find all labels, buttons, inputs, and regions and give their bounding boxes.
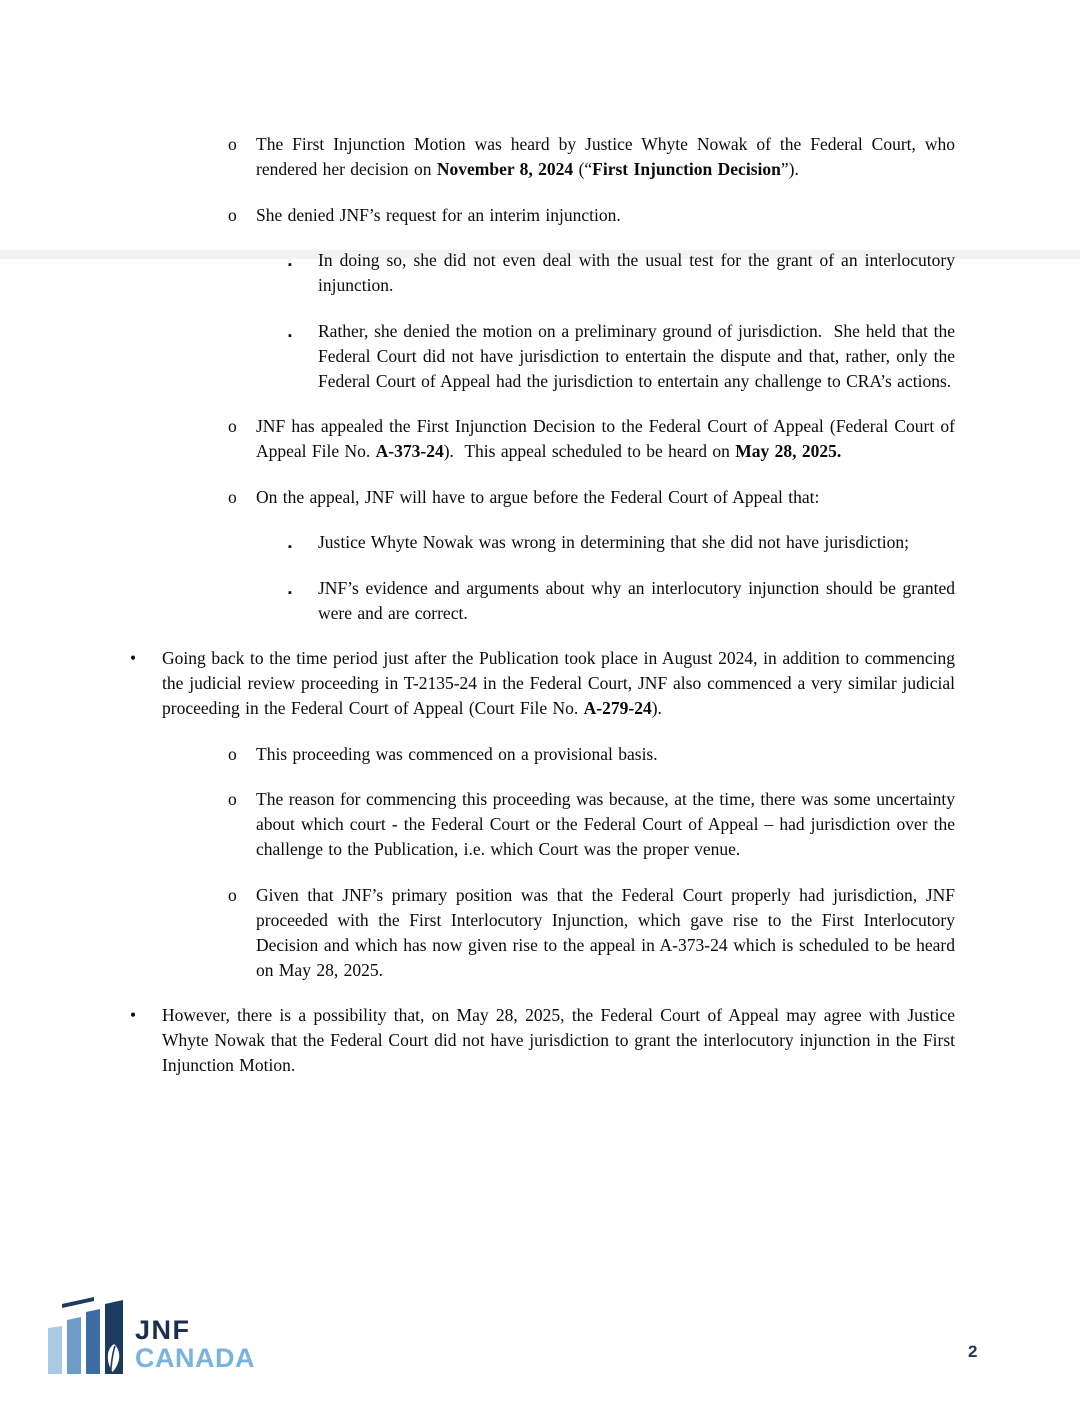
paragraph	[228, 742, 955, 767]
paragraph	[228, 132, 955, 182]
text-run: Rather, she denied the motion on a preliminary ground of jurisdiction. She held that the Federal Court did not have jurisdiction to entertain the dispute and that, rather, only the Federal Court of Appeal had the jurisdiction to entertain any challenge to CRA’s actions.	[318, 320, 955, 391]
bullet-marker: o	[228, 743, 237, 764]
text-run: ). This appeal scheduled to be heard on	[443, 441, 736, 461]
text-run: ).	[651, 698, 662, 718]
text-run: This proceeding was commenced on a provisional basis.	[256, 743, 658, 764]
bullet-marker: o	[228, 789, 237, 809]
page-number: 2	[968, 1342, 978, 1361]
text-run: In doing so, she did not even deal with the usual test for the grant of an interlocutory injunction.	[318, 250, 955, 295]
paragraph	[228, 883, 955, 983]
bullet-marker: ▪	[288, 259, 292, 271]
paragraph	[130, 646, 955, 721]
bullet-marker: •	[130, 1005, 137, 1025]
bold-text-run: May 28, 2025.	[735, 441, 842, 461]
bullet-marker: o	[228, 204, 237, 225]
logo-text-jnf: JNF	[135, 1315, 191, 1345]
text-run: JNF’s evidence and arguments about why an interlocutory injunction should be granted were and are correct.	[318, 577, 955, 623]
text-run: She denied JNF’s request for an interim injunction.	[256, 204, 621, 225]
paragraph	[130, 1003, 955, 1078]
bold-text-run: A-373-24	[375, 441, 444, 461]
text-run: Given that JNF’s primary position was that the Federal Court properly had jurisdiction, JNF proceeded with the First Interlocutory Injunction, which gave rise to the First Interlocutory Decision and which has now given rise to the appeal in A-373-24 which is scheduled to be heard on May 28, 2025.	[256, 884, 955, 980]
logo-text	[135, 1294, 255, 1372]
text-run: ”).	[780, 159, 799, 179]
logo-text-canada: CANADA	[135, 1343, 255, 1373]
bold-text-run: November 8, 2024	[436, 159, 574, 179]
bullet-marker: o	[228, 416, 237, 436]
bold-text-run: A-279-24	[583, 698, 652, 718]
paragraph	[228, 485, 955, 510]
bullet-marker: o	[228, 486, 237, 507]
text-run: Justice Whyte Nowak was wrong in determining that she did not have jurisdiction;	[318, 532, 910, 552]
paragraph	[288, 319, 955, 394]
text-run: The reason for commencing this proceeding was because, at the time, there was some uncertainty about which court - the Federal Court or the Federal Court of Appeal – had jurisdiction over the challenge to the Publication, i.e. which Court was the proper venue.	[256, 789, 955, 859]
bullet-marker: ▪	[288, 541, 292, 553]
text-run: However, there is a possibility that, on May 28, 2025, the Federal Court of Appeal may agree with Justice Whyte Nowak that the Federal Court did not have jurisdiction to grant the interlocutory injunction in the First Injunction Motion.	[162, 1005, 955, 1075]
bullet-marker: o	[228, 884, 237, 905]
paragraph	[288, 576, 955, 626]
text-run: (“	[573, 159, 593, 179]
text-run: On the appeal, JNF will have to argue before the Federal Court of Appeal that:	[256, 486, 820, 507]
bullet-marker: •	[130, 648, 137, 668]
bullet-marker: ▪	[288, 329, 292, 342]
paragraph	[288, 248, 955, 298]
paragraph	[288, 530, 955, 555]
paragraph	[228, 787, 955, 862]
bullet-marker: o	[228, 134, 237, 154]
jnf-canada-logo	[48, 1294, 255, 1376]
jnf-logo-icon	[48, 1294, 126, 1376]
bold-text-run: First Injunction Decision	[592, 159, 781, 179]
document-body	[0, 132, 1080, 1099]
paragraph	[228, 414, 955, 464]
bullet-marker: ▪	[288, 586, 292, 599]
text-run: The First Injunction Motion was heard by Justice Whyte Nowak of the Federal Court, who rendered her decision on	[256, 134, 955, 179]
paragraph	[228, 203, 955, 228]
text-run: Going back to the time period just after the Publication took place in August 2024, in addition to commencing the judicial review proceeding in T-2135-24 in the Federal Court, JNF also commenced a very similar judicial proceeding in the Federal Court of Appeal (Court File No.	[162, 648, 955, 718]
text-run: JNF has appealed the First Injunction Decision to the Federal Court of Appeal (Federal Court of Appeal File No.	[256, 416, 955, 461]
